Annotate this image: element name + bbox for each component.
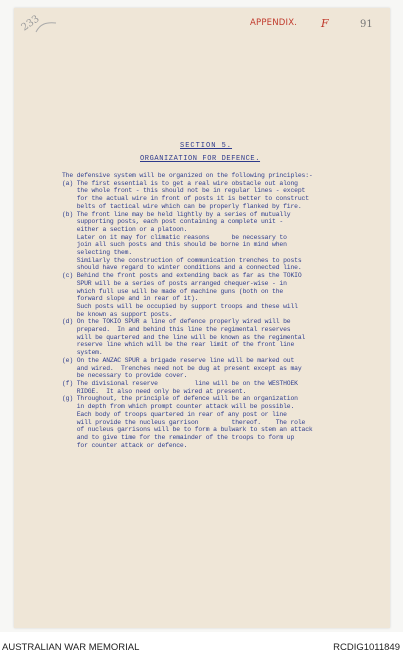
document-line: for counter attack or defence. xyxy=(62,441,188,449)
document-line: be necessary to provide cover. xyxy=(62,372,188,380)
document-line: (b) The front line may be held lightly by a series of mutually xyxy=(62,210,291,218)
document-line: (g) Throughout, the principle of defence will be an organization xyxy=(62,395,298,403)
document-line: The defensive system will be organized on the following principles:- xyxy=(62,172,313,179)
document-line: be known as support posts. xyxy=(62,310,173,318)
document-line: and to give time for the remainder of the troops to form up xyxy=(62,433,295,441)
document-line: Later on it may for climatic reasons be necessary to xyxy=(62,233,287,241)
document-line: supporting posts, each post containing a complete unit - xyxy=(62,218,284,226)
document-line: prepared. In and behind this line the regimental reserves xyxy=(62,326,291,334)
document-line: should have regard to winter conditions and a connected line. xyxy=(62,264,302,272)
document-line: (f) The divisional reserve line will be on the WESTHOEK xyxy=(62,379,298,387)
document-line: of nucleus garrisons will be to form a bulwark to stem an attack xyxy=(62,426,313,434)
appendix-letter: F xyxy=(321,17,329,30)
document-line: for the actual wire in front of posts it is better to construct xyxy=(62,195,309,203)
appendix-label: APPENDIX. xyxy=(250,18,298,28)
document-line: selecting them. xyxy=(62,249,133,257)
document-line: forward slope and in rear of it). xyxy=(62,295,199,303)
record-identifier: RCDIG1011849 xyxy=(333,642,400,653)
document-line: RIDGE. It also need only be wired at present. xyxy=(62,387,247,395)
document-line: belts of tactical wire which can be properly flanked by fire. xyxy=(62,202,302,210)
section-heading: SECTION 5. xyxy=(180,142,233,150)
document-line: Such posts will be occupied by support troops and these will xyxy=(62,302,298,310)
document-line: system. xyxy=(62,349,103,357)
document-line: (c) Behind the front posts and extending back as far as the TOKIO xyxy=(62,272,302,280)
document-line: Each body of troops quartered in rear of any post or line xyxy=(62,410,287,418)
document-title: ORGANIZATION FOR DEFENCE. xyxy=(140,155,261,163)
document-line: which full use will be made of machine guns (both on the xyxy=(62,287,284,295)
document-line: (a) The first essential is to get a real wire obstacle out along xyxy=(62,179,298,187)
archive-stamp-number: 233 xyxy=(19,13,42,34)
pencil-mark-icon xyxy=(34,20,58,36)
document-line: the whole front - this should not be in regular lines - except xyxy=(62,187,306,195)
document-line: join all such posts and this should be borne in mind when xyxy=(62,241,287,249)
document-line: (e) On the ANZAC SPUR a brigade reserve line will be marked out xyxy=(62,356,295,364)
document-line: SPUR will be a series of posts arranged chequer-wise - in xyxy=(62,279,287,287)
document-line: and wired. Trenches need not be dug at present except as may xyxy=(62,364,302,372)
page-number: 91 xyxy=(360,19,373,30)
document-line: either a section or a platoon. xyxy=(62,225,188,233)
document-line: will provide the nucleus garrison thereof. The role xyxy=(62,418,306,426)
institution-name: AUSTRALIAN WAR MEMORIAL xyxy=(2,642,140,653)
document-body xyxy=(62,172,384,449)
document-line: reserve line which will be the rear limit of the front line xyxy=(62,341,295,349)
document-line: in depth from which prompt counter attack will be possible. xyxy=(62,403,295,411)
document-line: (d) On the TOKIO SPUR a line of defence properly wired will be xyxy=(62,318,291,326)
document-line: will be quartered and the line will be known as the regimental xyxy=(62,333,306,341)
footer-bar xyxy=(0,634,403,654)
document-line: Similarly the construction of communication trenches to posts xyxy=(62,256,302,264)
